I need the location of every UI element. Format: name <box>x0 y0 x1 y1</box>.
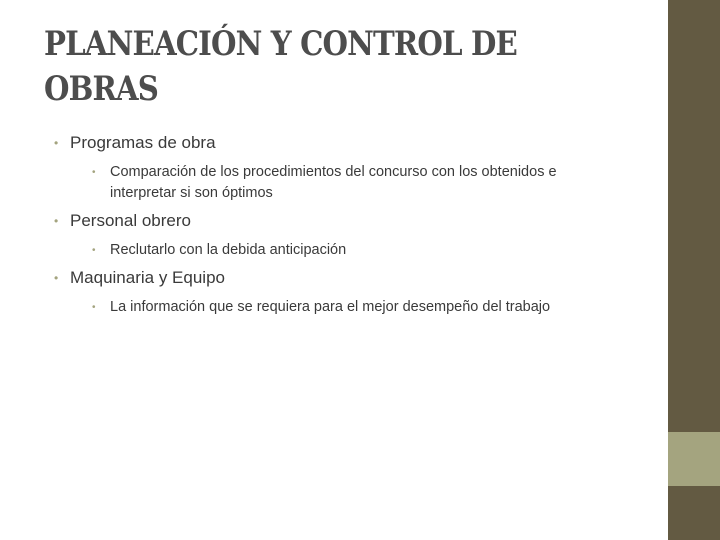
bullet-icon: • <box>54 214 59 228</box>
bullet-list <box>54 132 614 318</box>
sub-bullet-icon: • <box>92 245 96 256</box>
sub-bullet-icon: • <box>92 167 96 178</box>
bullet-icon: • <box>54 136 59 150</box>
sub-bullet-text: La información que se requiera para el mejor desempeño del trabajo <box>110 299 551 315</box>
sub-bullet-icon: • <box>92 302 96 313</box>
bullet-item <box>54 210 614 261</box>
bullet-text: Personal obrero <box>70 211 191 230</box>
sub-bullet-item <box>70 297 614 318</box>
side-bar-top-block <box>668 0 720 432</box>
side-bar-middle-block <box>668 432 720 486</box>
sub-bullet-list <box>70 297 614 318</box>
slide-body <box>54 132 614 324</box>
bullet-item <box>54 267 614 318</box>
sub-bullet-list <box>70 162 614 204</box>
side-bar-bottom-block <box>668 486 720 540</box>
bullet-text: Maquinaria y Equipo <box>70 268 225 287</box>
slide-title: PLANEACIÓN Y CONTROL DE OBRAS <box>44 24 517 109</box>
sub-bullet-item <box>70 162 614 204</box>
sub-bullet-list <box>70 240 614 261</box>
sub-bullet-text: Comparación de los procedimientos del concurso con los obtenidos e interpretar si son óptimos <box>110 164 557 201</box>
bullet-icon: • <box>54 271 59 285</box>
bullet-item <box>54 132 614 204</box>
side-accent-bar <box>666 0 720 540</box>
sub-bullet-item <box>70 240 614 261</box>
sub-bullet-text: Reclutarlo con la debida anticipación <box>110 242 347 258</box>
bullet-text: Programas de obra <box>70 133 216 152</box>
